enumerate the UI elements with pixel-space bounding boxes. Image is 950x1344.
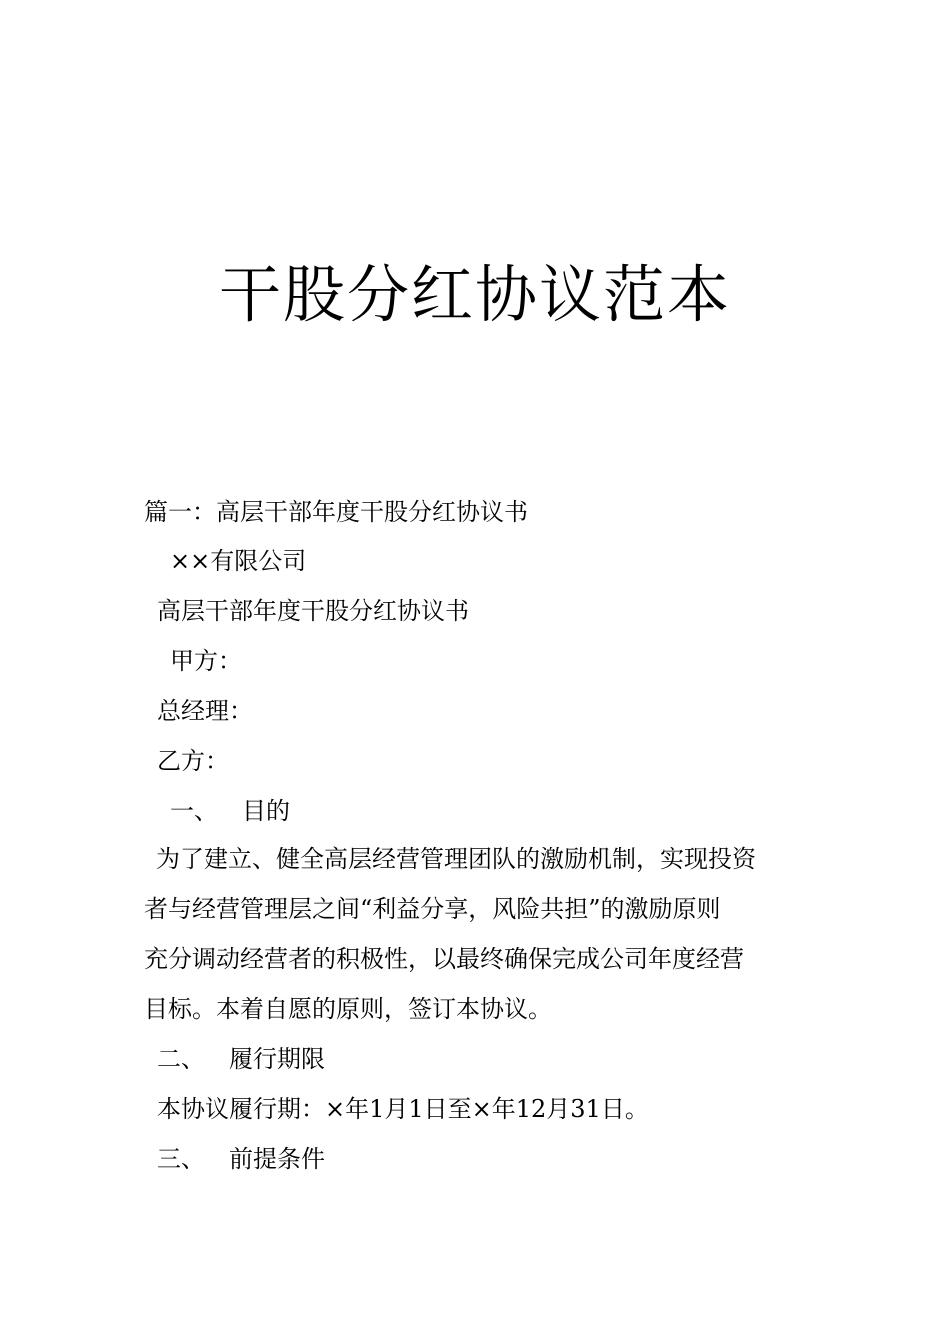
section-1-body-line: 为了建立、健全高层经营管理团队的激励机制，实现投资 — [156, 845, 756, 873]
section-3-heading — [157, 1143, 325, 1175]
section-1-number: 一、 — [170, 797, 218, 825]
part-heading: 篇一：高层干部年度干股分红协议书 — [144, 498, 528, 526]
section-1-body-line: 充分调动经营者的积极性，以最终确保完成公司年度经营 — [144, 945, 744, 973]
section-3-title: 前提条件 — [229, 1145, 325, 1173]
party-b-label: 乙方： — [157, 747, 229, 775]
section-1-body-line: 者与经营管理层之间“利益分享，风险共担”的激励原则 — [144, 895, 721, 923]
party-a-label: 甲方： — [170, 647, 242, 675]
section-1-heading — [170, 795, 290, 827]
general-manager-label: 总经理： — [157, 697, 253, 725]
document-title: 干股分红协议范本 — [218, 258, 731, 331]
section-3-number: 三、 — [157, 1145, 205, 1173]
section-1-title: 目的 — [242, 797, 290, 825]
section-1-body-line: 目标。本着自愿的原则，签订本协议。 — [144, 995, 552, 1023]
agreement-title: 高层干部年度干股分红协议书 — [157, 597, 469, 625]
section-2-body: 本协议履行期：×年1月1日至×年12月31日。 — [157, 1095, 649, 1123]
company-name: ××有限公司 — [170, 547, 307, 575]
section-2-title: 履行期限 — [229, 1045, 325, 1073]
section-2-number: 二、 — [157, 1045, 205, 1073]
section-1-body — [144, 834, 810, 1034]
section-2-heading — [157, 1043, 325, 1075]
